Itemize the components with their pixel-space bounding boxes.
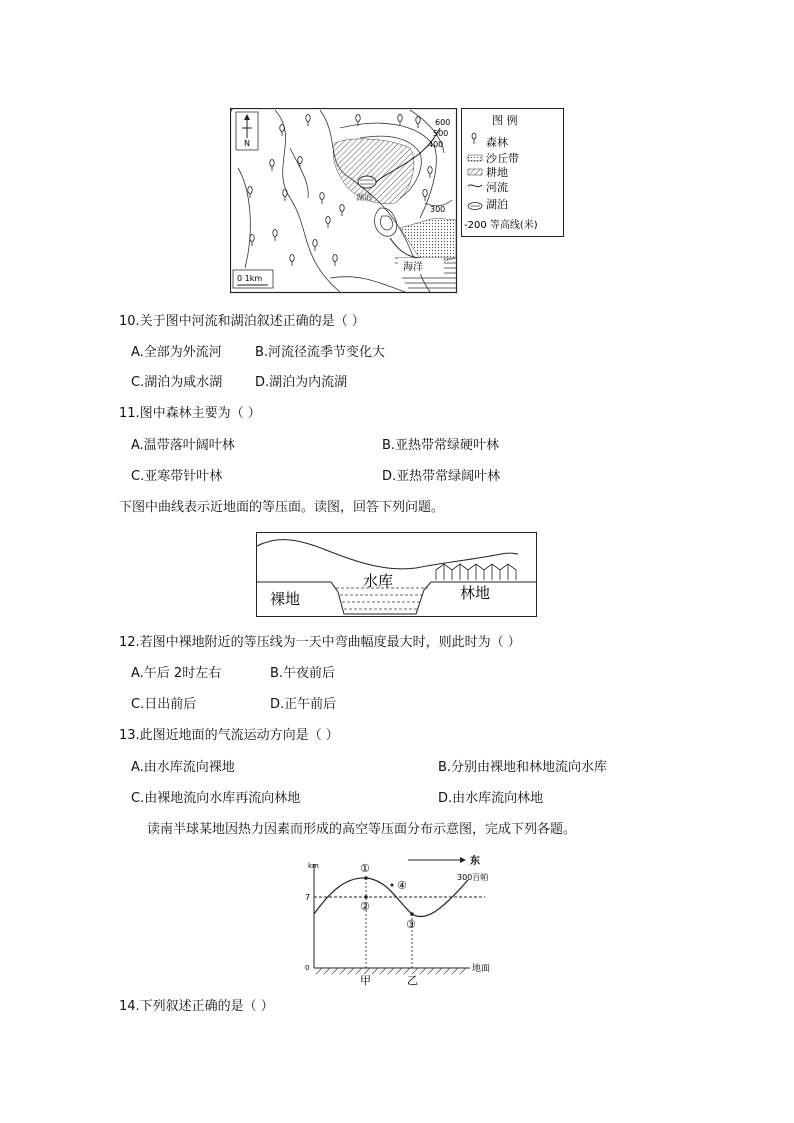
sea-label: 海洋 <box>403 262 423 273</box>
north-label: N <box>244 139 250 148</box>
contour-label-600: 600 <box>435 118 451 127</box>
high-altitude-isobar-diagram <box>300 852 500 992</box>
q12-option-d: D.正午前后 <box>270 697 337 712</box>
point-3-label: ③ <box>406 918 416 931</box>
point-1-label: ① <box>360 862 370 875</box>
isobar-surface-diagram <box>256 532 538 618</box>
q10-option-d: D.湖泊为内流湖 <box>255 375 348 390</box>
q11-option-d: D.亚热带常绿阔叶林 <box>382 469 501 484</box>
q12-option-c: C.日出前后 <box>131 697 197 712</box>
contour-label-500: 500 <box>433 129 449 138</box>
q13-option-b: B.分别由裸地和林地流向水库 <box>438 760 608 775</box>
legend-lake: 湖泊 <box>486 198 508 211</box>
unit-label: km <box>308 862 319 870</box>
q13-option-a: A.由水库流向裸地 <box>131 760 235 775</box>
y-tick-7: 7 <box>305 893 311 902</box>
q11-option-b: B.亚热带常绿硬叶林 <box>382 438 500 453</box>
q13-option-d: D.由水库流向林地 <box>438 791 544 806</box>
question-14: 14.下列叙述正确的是（ ） <box>119 999 274 1014</box>
isobar-label: 300百帕 <box>457 873 489 882</box>
point-2-label: ② <box>360 900 370 913</box>
q13-option-c: C.由裸地流向水库再流向林地 <box>131 791 301 806</box>
legend-dune: 沙丘带 <box>486 152 519 165</box>
legend-title: 图 例 <box>492 114 518 127</box>
reservoir-label: 水库 <box>363 572 394 590</box>
legend-farmland: 耕地 <box>486 166 508 179</box>
q11-option-c: C.亚寒带针叶林 <box>131 469 223 484</box>
question-10: 10.关于图中河流和湖泊叙述正确的是（ ） <box>119 314 365 329</box>
contour-label-400: 400 <box>428 140 444 149</box>
topographic-map <box>230 108 565 294</box>
legend-contour: -200 等高线(米) <box>464 220 538 231</box>
bare-land-label: 裸地 <box>270 590 301 608</box>
scale-label: 0 1km <box>237 274 263 283</box>
east-label: 东 <box>470 856 480 867</box>
yi-label: 乙 <box>407 974 418 987</box>
point-4-label: ④ <box>397 879 407 892</box>
question-13: 13.此图近地面的气流运动方向是（ ） <box>119 728 339 743</box>
legend-forest: 森林 <box>486 136 508 149</box>
q12-option-b: B.午夜前后 <box>270 666 336 681</box>
question-12: 12.若图中裸地附近的等压线为一天中弯曲幅度最大时，则此时为（ ） <box>119 635 521 650</box>
q10-option-b: B.河流径流季节变化大 <box>255 345 386 360</box>
y-tick-0: 0 <box>305 964 310 972</box>
question-11: 11.图中森林主要为（ ） <box>119 406 261 421</box>
q10-option-a: A.全部为外流河 <box>131 345 222 360</box>
q12-option-a: A.午后 2时左右 <box>131 666 222 681</box>
q10-option-c: C.湖泊为咸水湖 <box>131 375 223 390</box>
contour-label-300: 300 <box>430 205 446 214</box>
legend-river: 河流 <box>486 181 508 194</box>
forest-land-label: 林地 <box>460 584 491 602</box>
jia-label: 甲 <box>360 974 371 987</box>
q11-option-a: A.温带落叶阔叶林 <box>131 438 235 453</box>
intro-figure-3: 读南半球某地因热力因素而形成的高空等压面分布示意图，完成下列各题。 <box>147 822 577 837</box>
ground-label: 地面 <box>472 964 491 974</box>
lake-label: 湖泊 <box>356 193 372 202</box>
intro-figure-2: 下图中曲线表示近地面的等压面。读图，回答下列问题。 <box>119 500 445 515</box>
